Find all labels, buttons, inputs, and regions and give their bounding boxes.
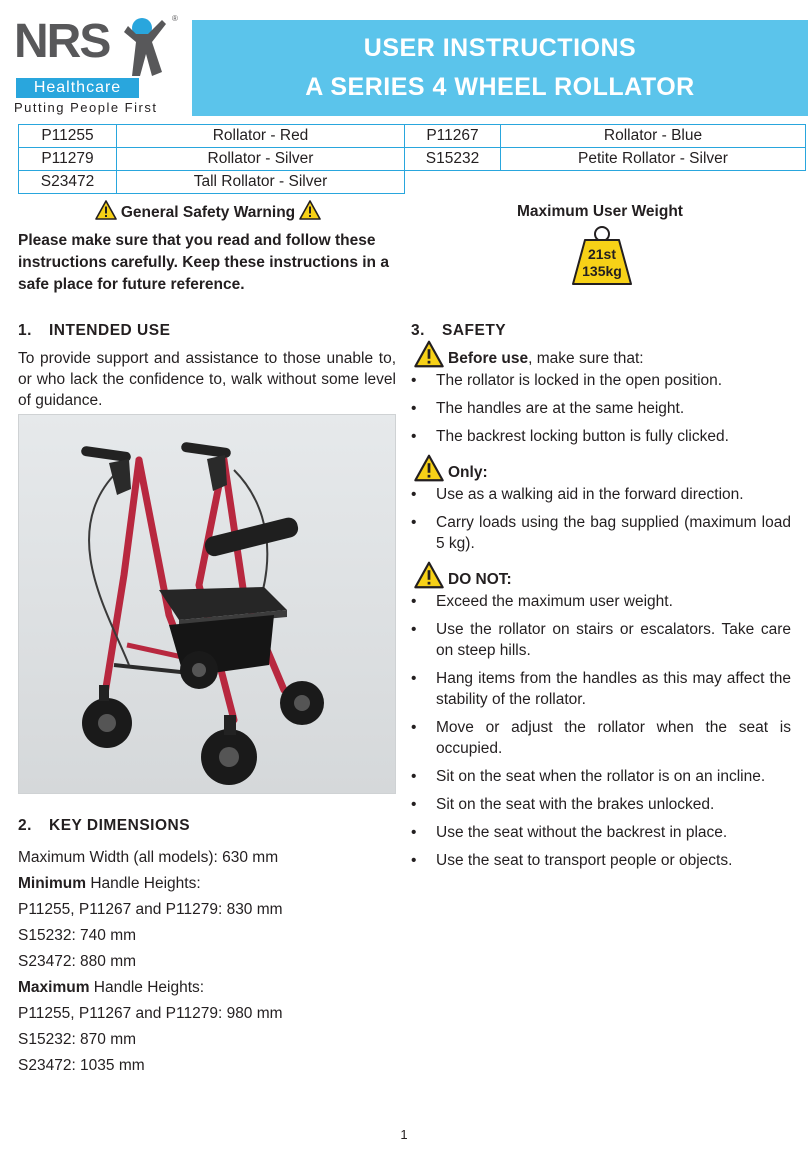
section-heading-intended-use <box>18 322 170 340</box>
only-heading <box>411 454 791 484</box>
dimension-line: S23472: 880 mm <box>18 953 137 970</box>
dimension-line: S15232: 870 mm <box>18 1031 137 1048</box>
table-cell: Rollator - Red <box>117 125 405 148</box>
section-heading-key-dimensions <box>18 817 190 835</box>
table-cell: Petite Rollator - Silver <box>501 148 806 171</box>
section-heading-safety <box>411 322 506 340</box>
section-number: 2. <box>18 817 32 834</box>
list-item: • Use the seat without the backrest in place. <box>411 822 791 843</box>
nrs-logo <box>10 12 182 116</box>
person-figure-icon <box>118 12 174 82</box>
logo-healthcare: Healthcare <box>16 78 139 98</box>
safety-section <box>411 340 791 878</box>
do-not-label: DO NOT: <box>448 571 512 588</box>
table-cell: P11255 <box>19 125 117 148</box>
only-list <box>411 484 791 554</box>
general-warning-heading <box>18 200 398 222</box>
section-title: KEY DIMENSIONS <box>49 817 191 834</box>
weight-kg: 135kg <box>582 263 622 279</box>
general-warning-text: Please make sure that you read and follow these instructions carefully. Keep these instructions in a safe place for future reference. <box>18 232 389 293</box>
only-label: Only: <box>448 464 488 481</box>
max-weight-title: Maximum User Weight <box>517 203 683 220</box>
list-item: • Carry loads using the bag supplied (maximum load 5 kg). <box>411 512 791 554</box>
before-use-list <box>411 370 791 447</box>
table-cell: S23472 <box>19 171 117 194</box>
warning-icon <box>414 340 444 368</box>
before-use-rest: , make sure that: <box>528 350 644 367</box>
dimension-line: P11255, P11267 and P11279: 830 mm <box>18 901 283 918</box>
intended-use-text: To provide support and assistance to those unable to, or who lack the confidence to, walk without some level of guidance. <box>18 350 396 409</box>
dimension-line: Maximum Width (all models): 630 mm <box>18 849 279 866</box>
table-row <box>19 125 806 148</box>
model-table <box>18 124 806 194</box>
weight-badge <box>571 224 633 286</box>
section-number: 3. <box>411 322 425 339</box>
before-use-heading <box>411 340 791 370</box>
rollator-photo <box>18 414 396 794</box>
do-not-heading <box>411 561 791 591</box>
warning-icon <box>95 200 117 220</box>
title-line-2: A SERIES 4 WHEEL ROLLATOR <box>305 73 695 101</box>
title-banner <box>192 20 808 116</box>
table-row <box>19 148 806 171</box>
section-number: 1. <box>18 322 32 339</box>
table-cell: S15232 <box>405 148 501 171</box>
table-cell: Rollator - Blue <box>501 125 806 148</box>
do-not-list <box>411 591 791 871</box>
general-warning-title: General Safety Warning <box>120 204 296 221</box>
list-item: • Sit on the seat when the rollator is on an incline. <box>411 766 791 787</box>
table-cell: Tall Rollator - Silver <box>117 171 405 194</box>
registered-mark: ® <box>172 14 178 23</box>
before-use-label: Before use <box>448 350 529 367</box>
title-line-1: USER INSTRUCTIONS <box>363 34 637 62</box>
section-title: SAFETY <box>442 322 507 339</box>
list-item: • The backrest locking button is fully clicked. <box>411 426 791 447</box>
list-item: • Use as a walking aid in the forward direction. <box>411 484 791 505</box>
table-cell: P11279 <box>19 148 117 171</box>
weight-stone: 21st <box>587 246 617 262</box>
table-cell: Rollator - Silver <box>117 148 405 171</box>
dimension-line: S23472: 1035 mm <box>18 1057 145 1074</box>
dimension-line: Maximum Handle Heights: <box>18 979 205 996</box>
list-item: • Sit on the seat with the brakes unlocked. <box>411 794 791 815</box>
list-item: • The rollator is locked in the open position. <box>411 370 791 391</box>
table-cell: P11267 <box>405 125 501 148</box>
list-item: • Hang items from the handles as this may affect the stability of the rollator. <box>411 668 791 710</box>
rollator-image <box>19 415 396 794</box>
list-item: • Use the rollator on stairs or escalators. Take care on steep hills. <box>411 619 791 661</box>
dimension-line: P11255, P11267 and P11279: 980 mm <box>18 1005 283 1022</box>
page-number: 1 <box>400 1127 408 1142</box>
dimension-line: Minimum Handle Heights: <box>18 875 201 892</box>
list-item: • Move or adjust the rollator when the seat is occupied. <box>411 717 791 759</box>
table-row <box>19 171 806 194</box>
warning-icon <box>299 200 321 220</box>
section-title: INTENDED USE <box>49 322 171 339</box>
table-cell-empty <box>405 171 806 194</box>
list-item: • Use the seat to transport people or objects. <box>411 850 791 871</box>
warning-icon <box>414 561 444 589</box>
dimensions-list <box>18 845 283 1079</box>
list-item: • Exceed the maximum user weight. <box>411 591 791 612</box>
logo-tagline: Putting People First <box>14 100 158 115</box>
dimension-line: S15232: 740 mm <box>18 927 137 944</box>
logo-brand: NRS <box>14 15 110 68</box>
list-item: • The handles are at the same height. <box>411 398 791 419</box>
warning-icon <box>414 454 444 482</box>
